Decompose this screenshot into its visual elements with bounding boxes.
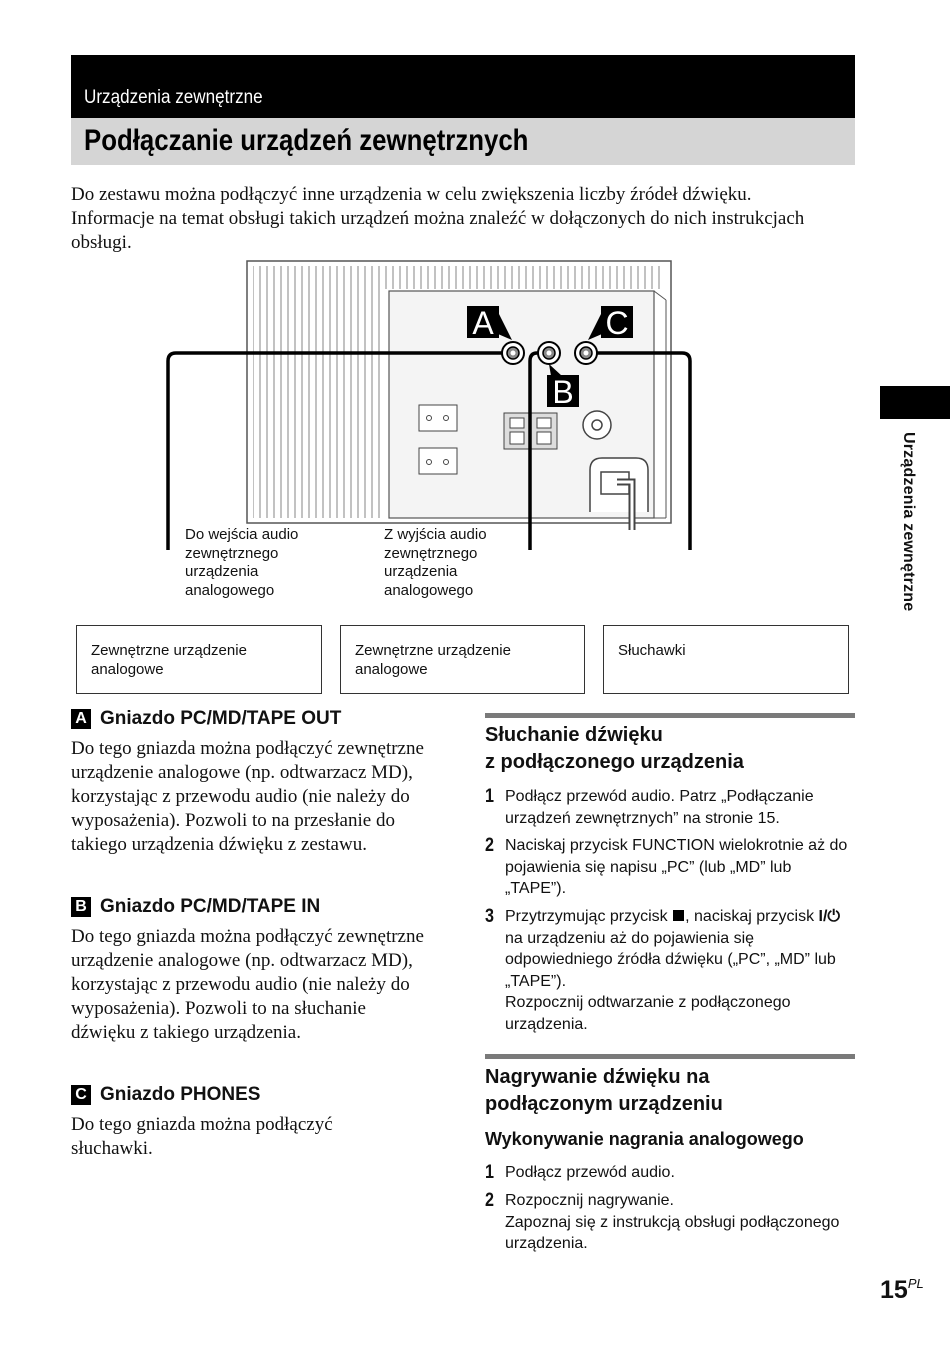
step-3-text-before: Przytrzymując przycisk: [505, 908, 668, 925]
jack-a-badge: A: [71, 709, 91, 729]
step-text: Podłącz przewód audio. Patrz „Podłączanie urządzeń zewnętrznych” na stronie 15.: [505, 788, 814, 827]
power-icon: I/⏻: [818, 908, 841, 925]
page-title: Podłączanie urządzeń zewnętrznych: [84, 124, 529, 157]
recording-title-line2: podłączonym urządzeniu: [485, 1093, 723, 1115]
jack-b: [538, 342, 560, 364]
rec-step-2-extra: Zapoznaj się z instrukcją obsługi podłączonego urządzenia.: [505, 1213, 840, 1252]
jack-b-badge: B: [71, 897, 91, 917]
listening-title: [485, 722, 855, 776]
step-text: [505, 1190, 855, 1255]
page-number-suffix: PL: [907, 1276, 924, 1291]
side-tab-label: Urządzenia zewnętrzne: [900, 432, 917, 612]
connection-diagram: [0, 250, 950, 550]
step-3-text-after: na urządzeniu aż do pojawienia się odpowiedniego źródła dźwięku („PC”, „MD” lub „TAPE”).: [505, 929, 836, 990]
jack-b-section: [71, 896, 431, 1045]
step-number: 2: [485, 1190, 494, 1211]
step-number: 2: [485, 835, 494, 856]
recording-subtitle: Wykonywanie nagrania analogowego: [485, 1129, 804, 1149]
page-number-value: 15: [880, 1276, 908, 1304]
recording-title-line1: Nagrywanie dźwięku na: [485, 1066, 710, 1088]
recording-title: [485, 1064, 855, 1118]
jack-a: [502, 342, 524, 364]
listening-rule: [485, 713, 855, 718]
jack-a-heading: [71, 708, 431, 730]
step-number: 1: [485, 1162, 494, 1183]
recording-rule: [485, 1054, 855, 1059]
rec-step-2-text: Rozpocznij nagrywanie.: [505, 1192, 674, 1209]
listening-step-3: [485, 906, 855, 1035]
recording-step-2: [485, 1190, 855, 1255]
callout-a-letter: A: [472, 305, 494, 341]
jack-c-badge: C: [71, 1085, 91, 1105]
jack-a-section: [71, 708, 431, 857]
jack-c-section: [71, 1084, 431, 1161]
box-headphones: [603, 625, 849, 694]
callout-c-letter: C: [605, 305, 629, 341]
page-number: [880, 1276, 924, 1305]
jack-b-heading: [71, 896, 431, 918]
caption-output: Z wyjścia audio zewnętrznego urządzenia analogowego: [384, 526, 487, 599]
caption-input: Do wejścia audio zewnętrznego urządzenia analogowego: [185, 526, 299, 599]
stop-icon: [673, 910, 684, 921]
box-left-label: Zewnętrzne urządzenie analogowe: [91, 642, 247, 678]
box-middle-label: Zewnętrzne urządzenie analogowe: [355, 642, 511, 678]
box-external-device-left: [76, 625, 322, 694]
step-text: Podłącz przewód audio.: [505, 1164, 675, 1181]
listening-title-line1: Słuchanie dźwięku: [485, 724, 663, 746]
listening-step-1: [485, 786, 855, 829]
step-number: 3: [485, 906, 494, 927]
jack-b-text: Do tego gniazda można podłączyć zewnętrzne urządzenie analogowe (np. odtwarzacz MD), korzystając z przewodu audio (nie należy do wyposażenia). Pozwoli to na słuchanie dźwięku z takiego urządzenia.: [71, 926, 424, 1043]
listening-title-line2: z podłączonego urządzenia: [485, 751, 744, 773]
box-external-device-middle: [340, 625, 585, 694]
recording-step-1: [485, 1162, 855, 1184]
fm-antenna-jack: [583, 411, 611, 439]
jack-a-title: Gniazdo PC/MD/TAPE OUT: [100, 708, 342, 729]
box-right-label: Słuchawki: [618, 642, 686, 659]
jack-c-text: Do tego gniazda można podłączyć słuchawki.: [71, 1114, 333, 1159]
callout-b-letter: B: [552, 374, 574, 410]
step-number: 1: [485, 786, 494, 807]
step-3-text-extra: Rozpocznij odtwarzanie z podłączonego urządzenia.: [505, 994, 791, 1033]
step-3-text-mid: , naciskaj przycisk: [685, 908, 815, 925]
jack-c-heading: [71, 1084, 431, 1106]
jack-b-title: Gniazdo PC/MD/TAPE IN: [100, 896, 321, 917]
jack-c: [575, 342, 597, 364]
step-text: [505, 906, 855, 1035]
step-text: Naciskaj przycisk FUNCTION wielokrotnie aż do pojawienia się napisu „PC” (lub „MD” lub „TAPE”).: [505, 837, 848, 897]
intro-paragraph: Do zestawu można podłączyć inne urządzenia w celu zwiększenia liczby źródeł dźwięku. Informacje na temat obsługi takich urządzeń można znaleźć w dołączonych do nich instrukcjach obsługi.: [71, 184, 805, 253]
jack-c-title: Gniazdo PHONES: [100, 1084, 261, 1105]
listening-step-2: [485, 835, 855, 900]
jack-a-text: Do tego gniazda można podłączyć zewnętrzne urządzenie analogowe (np. odtwarzacz MD), korzystając z przewodu audio (nie należy do wyposażenia). Pozwoli to na przesłanie do takiego urządzenia dźwięku z zestawu.: [71, 738, 424, 855]
section-title: Urządzenia zewnętrzne: [84, 87, 263, 108]
